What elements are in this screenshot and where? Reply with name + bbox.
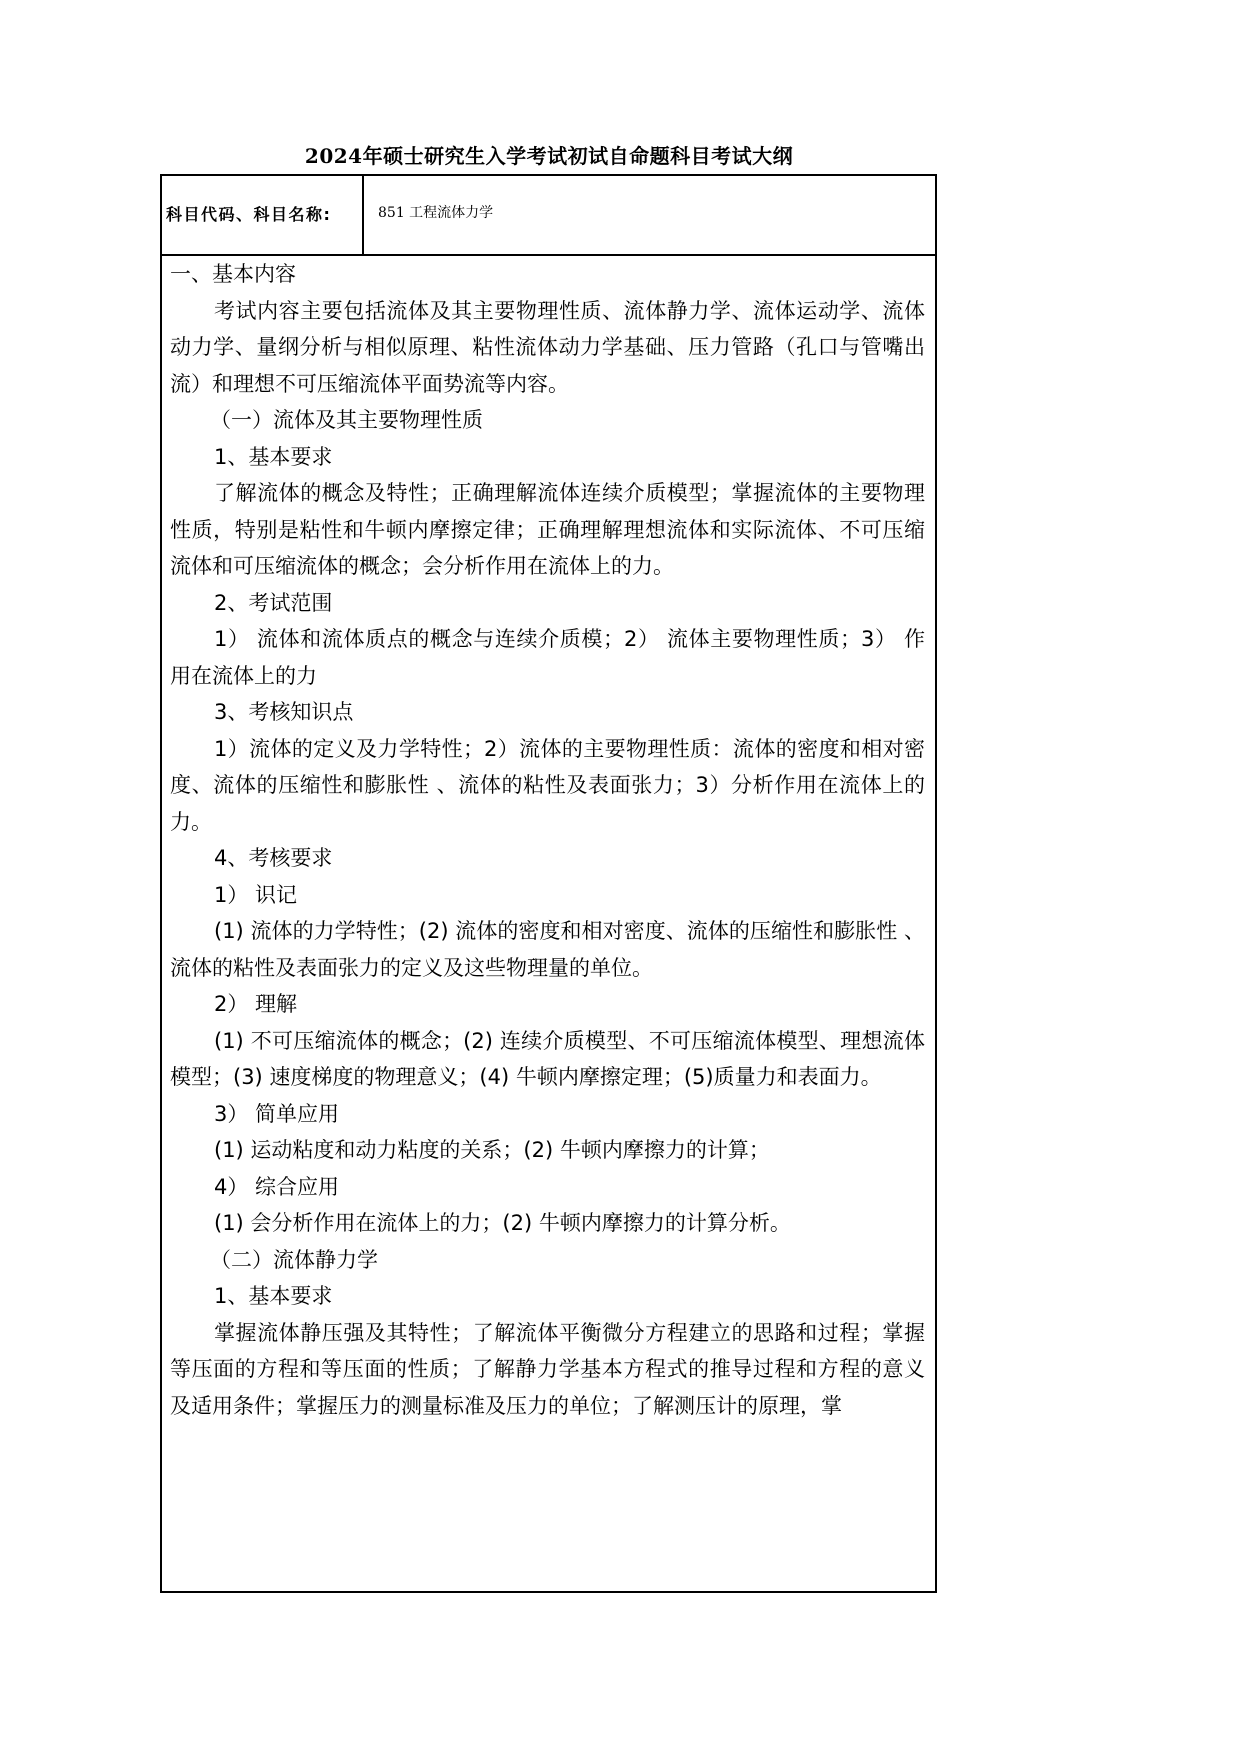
page-title: 2024年硕士研究生入学考试初试自命题科目考试大纲 xyxy=(304,144,794,168)
part2-req-heading: 1、基本要求 xyxy=(214,1284,333,1308)
level-label-comprehensive-apply: 4） 综合应用 xyxy=(214,1174,340,1199)
level-text-simple-apply: (1) 运动粘度和动力粘度的关系；(2) 牛顿内摩擦力的计算； xyxy=(214,1138,770,1162)
part1-points-text: 1）流体的定义及力学特性；2）流体的主要物理性质：流体的密度和相对密度、流体的压缩性和膨胀性 、流体的粘性及表面张力；3）分析作用在流体上的力。 xyxy=(170,736,925,834)
level-label-remember: 1） 识记 xyxy=(214,882,298,907)
outline-table xyxy=(160,174,937,1593)
level-label-understand: 2） 理解 xyxy=(214,992,298,1016)
level-label-simple-apply: 3） 简单应用 xyxy=(214,1101,340,1126)
part1-scope-heading: 2、考试范围 xyxy=(214,590,333,615)
part2-req-text: 掌握流体静压强及其特性；了解流体平衡微分方程建立的思路和过程；掌握等压面的方程和等压面的性质；了解静力学基本方程式的推导过程和方程的意义及适用条件；掌握压力的测量标准及压力的单位；了解测压计的原理，掌 xyxy=(170,1320,925,1418)
level-text-comprehensive-apply: (1) 会分析作用在流体上的力；(2) 牛顿内摩擦力的计算分析。 xyxy=(214,1211,791,1235)
part1-heading: （一）流体及其主要物理性质 xyxy=(210,408,483,432)
part1-points-heading: 3、考核知识点 xyxy=(214,700,354,724)
content-cell xyxy=(162,256,935,1591)
subject-code-name-value: 851 工程流体力学 xyxy=(378,205,494,221)
part1-assess-heading: 4、考核要求 xyxy=(214,846,333,870)
part1-req-text: 了解流体的概念及特性；正确理解流体连续介质模型；掌握流体的主要物理性质，特别是粘性和牛顿内摩擦定律；正确理解理想流体和实际流体、不可压缩流体和可压缩流体的概念；会分析作用在流体上的力。 xyxy=(170,481,925,578)
part2-heading: （二）流体静力学 xyxy=(210,1247,378,1272)
part1-req-heading: 1、基本要求 xyxy=(214,444,333,469)
subject-header-row xyxy=(162,176,935,256)
intro-paragraph: 考试内容主要包括流体及其主要物理性质、流体静力学、流体运动学、流体动力学、量纲分析与相似原理、粘性流体动力学基础、压力管路（孔口与管嘴出流）和理想不可压缩流体平面势流等内容。 xyxy=(170,298,925,396)
level-text-remember: (1) 流体的力学特性；(2) 流体的密度和相对密度、流体的压缩性和膨胀性 、流体的粘性及表面张力的定义及这些物理量的单位。 xyxy=(170,919,925,980)
part1-scope-text: 1） 流体和流体质点的概念与连续介质模；2） 流体主要物理性质；3） 作用在流体上的力 xyxy=(170,627,925,688)
level-text-understand: (1) 不可压缩流体的概念；(2) 连续介质模型、不可压缩流体模型、理想流体模型；(3) 速度梯度的物理意义；(4) 牛顿内摩擦定理；(5)质量力和表面力。 xyxy=(170,1028,925,1089)
subject-code-name-label: 科目代码、科目名称: xyxy=(162,176,364,254)
section-heading: 一、基本内容 xyxy=(170,262,296,286)
